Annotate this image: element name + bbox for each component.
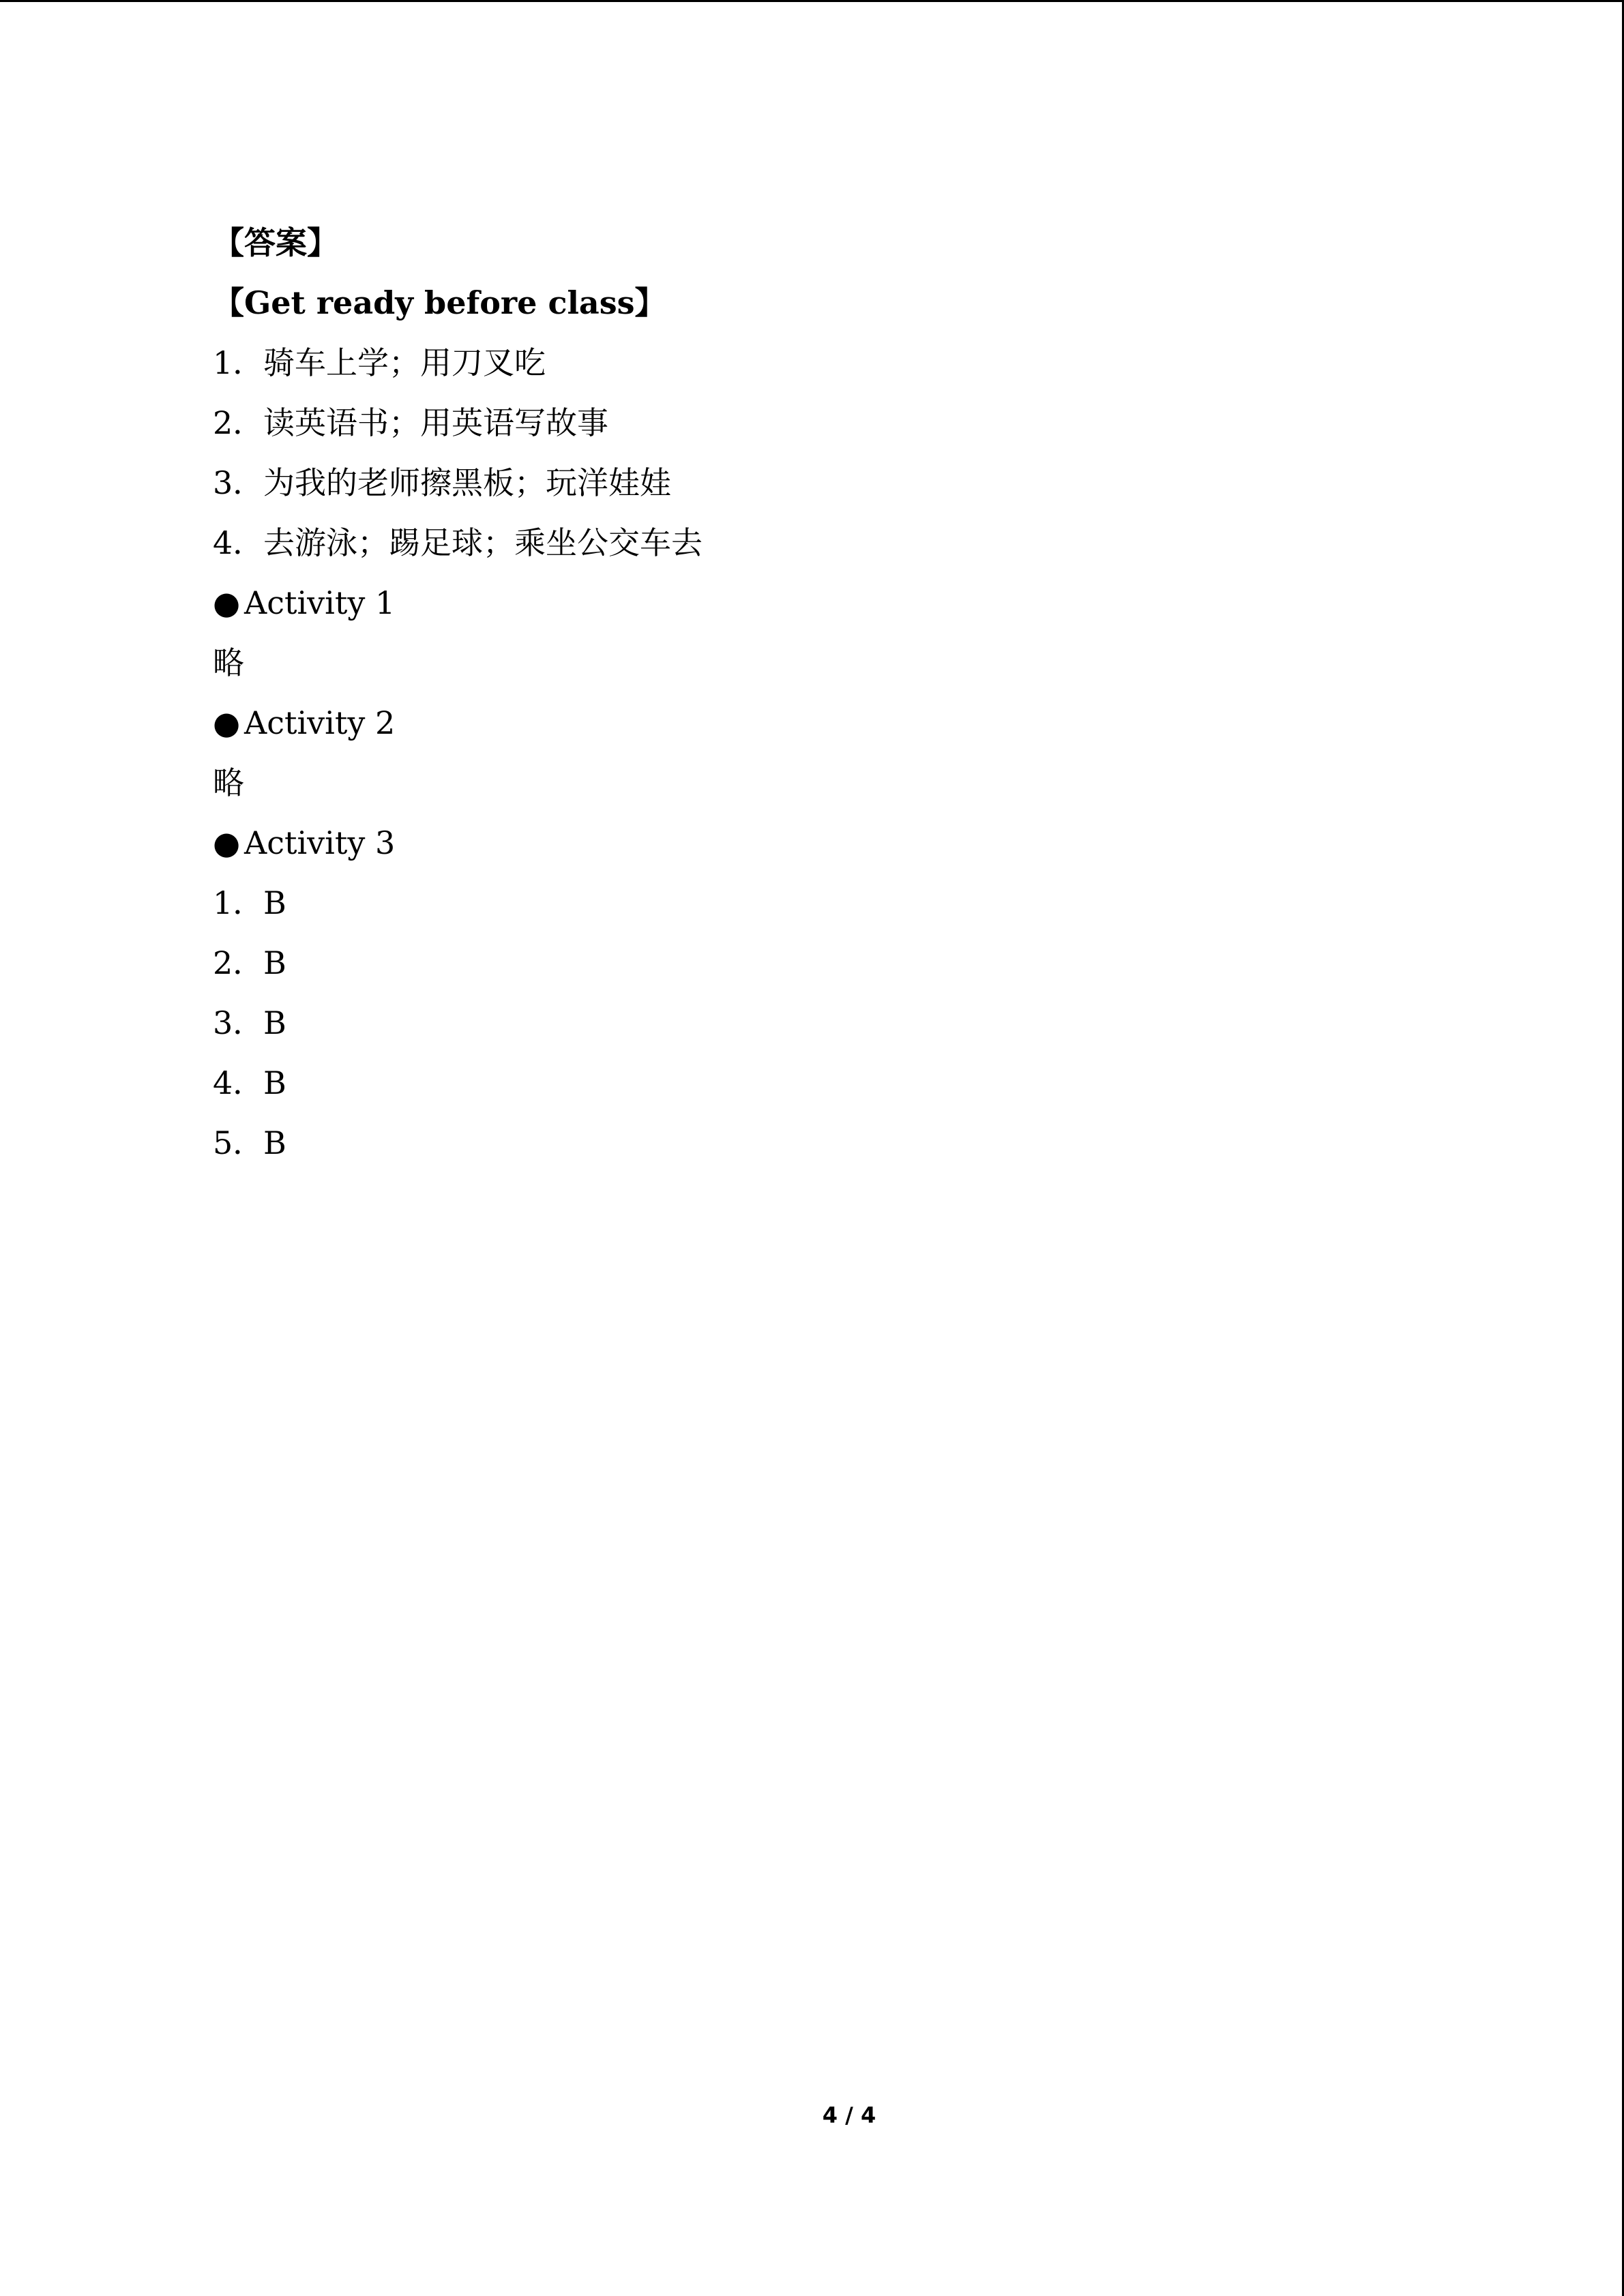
list-item <box>213 453 1441 513</box>
item-text: 为我的老师擦黑板；玩洋娃娃 <box>263 464 671 501</box>
item-number: 2． <box>213 404 265 441</box>
page-number: 4 / 4 <box>822 2102 876 2128</box>
activity-2-answer: 略 <box>213 764 244 801</box>
list-item <box>213 393 1441 453</box>
item-text: B <box>263 1064 286 1101</box>
activity-title: Activity 1 <box>244 584 396 621</box>
item-text: 骑车上学；用刀叉吃 <box>263 344 546 381</box>
item-text: B <box>263 944 286 981</box>
item-number: 4． <box>213 524 265 561</box>
bullet-icon: ● <box>213 584 241 621</box>
item-number: 3． <box>213 1004 265 1041</box>
activity-title: Activity 2 <box>244 704 396 741</box>
item-number: 5． <box>213 1124 265 1161</box>
answer-heading: 【答案】 <box>213 224 338 261</box>
list-item <box>213 1053 1441 1113</box>
item-number: 2． <box>213 944 265 981</box>
activity-title: Activity 3 <box>244 824 396 861</box>
item-number: 1． <box>213 884 265 921</box>
item-text: B <box>263 1004 286 1041</box>
bullet-icon: ● <box>213 704 241 741</box>
item-text: B <box>263 884 286 921</box>
list-item <box>213 873 1441 933</box>
activity-2-heading <box>213 693 1441 753</box>
item-number: 3． <box>213 464 265 501</box>
list-item <box>213 513 1441 573</box>
activity-3-heading <box>213 813 1441 873</box>
document-body <box>213 213 1441 1173</box>
item-number: 4． <box>213 1064 265 1101</box>
item-text: 去游泳；踢足球；乘坐公交车去 <box>263 524 703 561</box>
item-text: B <box>263 1124 286 1161</box>
list-item <box>213 993 1441 1053</box>
activity-1-heading <box>213 573 1441 633</box>
item-text: 读英语书；用英语写故事 <box>263 404 608 441</box>
list-item <box>213 933 1441 993</box>
list-item <box>213 1113 1441 1173</box>
list-item <box>213 333 1441 393</box>
activity-1-answer: 略 <box>213 644 244 681</box>
section-heading: 【Get ready before class】 <box>213 284 666 321</box>
item-number: 1． <box>213 344 265 381</box>
bullet-icon: ● <box>213 824 241 861</box>
